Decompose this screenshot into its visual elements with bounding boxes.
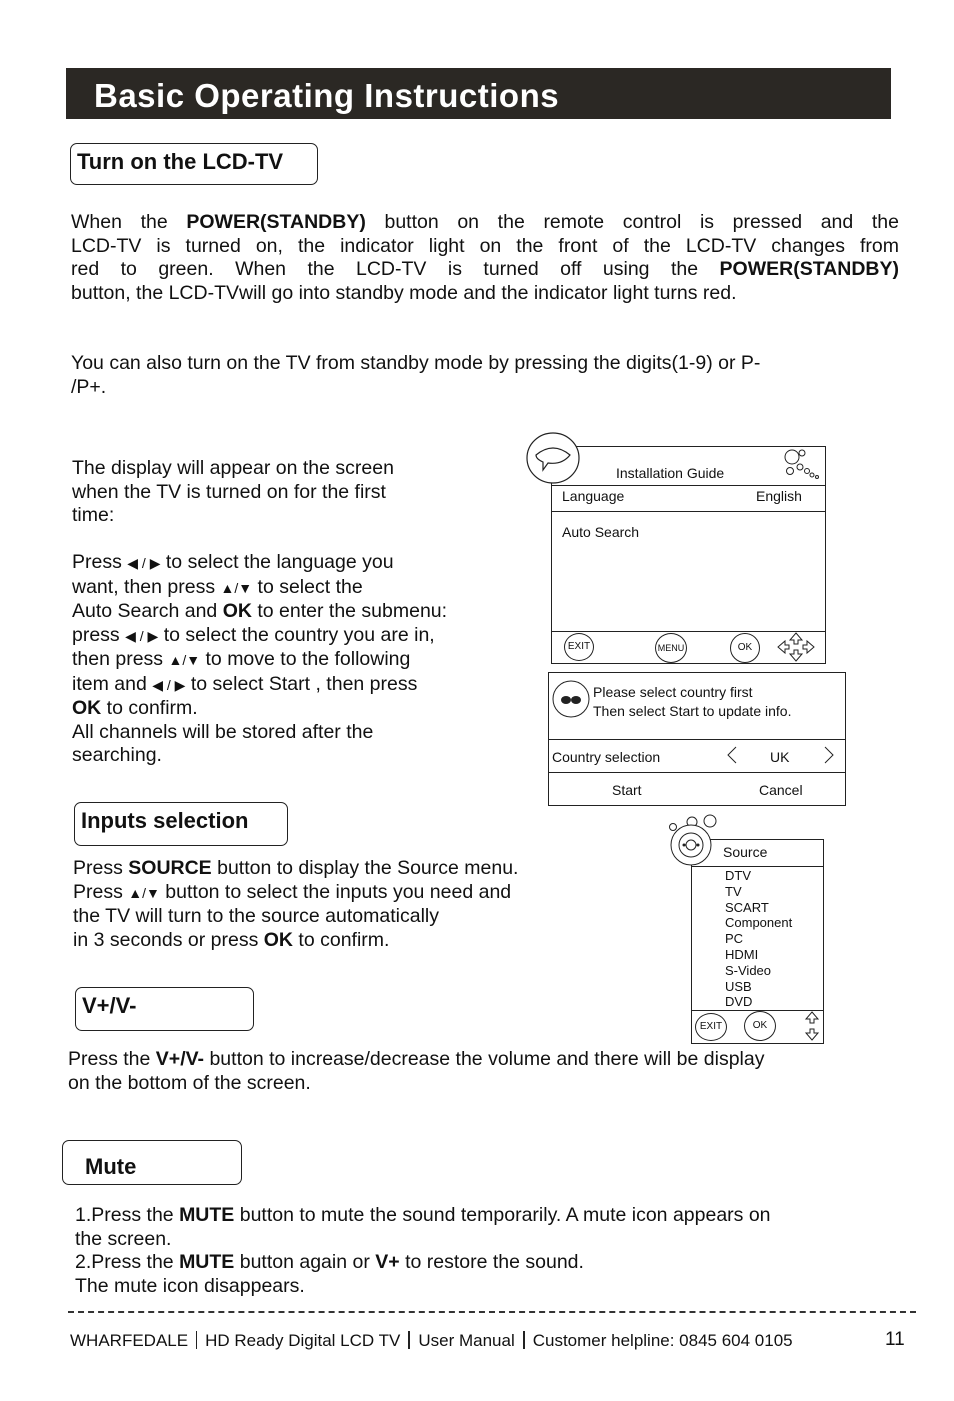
country-selection-dialog: [548, 672, 846, 806]
standby-paragraph: You can also turn on the TV from standby mode by pressing the digits(1-9) or P- /P+.: [71, 352, 761, 398]
source-item-hdmi[interactable]: HDMI: [725, 946, 759, 962]
source-item-component[interactable]: Component: [725, 915, 793, 931]
dialog-message-line2: Then select Start to update info.: [593, 703, 792, 719]
start-button[interactable]: Start: [612, 782, 642, 798]
country-value[interactable]: UK: [770, 749, 790, 765]
section-heading-text: Inputs selection: [81, 808, 249, 833]
mute-paragraph: 1.Press the MUTE button to mute the sound temporarily. A mute icon appears on the screen. 2.Press the MUTE button again or V+ to restore the sound. The mute icon disappears.: [75, 1204, 771, 1297]
inputs-paragraph: Press SOURCE button to display the Source menu. Press ▲/▼ button to select the inputs you need and the TV will turn to the source automatically in 3 seconds or press OK to confirm.: [73, 857, 519, 951]
up-down-arrows-icon: ▲/▼: [220, 579, 253, 596]
info-face-icon: [551, 679, 591, 719]
language-label: Language: [562, 488, 625, 504]
footer-brand: WHARFEDALE: [70, 1331, 189, 1350]
installation-guide-title: Installation Guide: [616, 465, 725, 481]
four-way-arrows-icon: [776, 631, 816, 663]
left-right-arrows-icon: ◀ / ▶: [125, 627, 159, 644]
section-heading-volume: [75, 987, 254, 1031]
section-heading-mute: [62, 1140, 242, 1185]
first-time-paragraph: The display will appear on the screen when the TV is turned on for the first time: Press ◀ / ▶ to select the language you want, then press ▲/▼ to select the Auto Search and OK to enter the submenu: press ◀ / ▶ to select the country you are in, then press ▲/▼ to move to the following item and ◀ / ▶ to select Start , then press OK to confirm. All channels will be stored after the searching.: [72, 457, 448, 766]
menu-button[interactable]: MENU: [655, 633, 687, 663]
left-right-arrows-icon: ◀ / ▶: [127, 555, 161, 571]
source-item-usb[interactable]: USB: [725, 978, 752, 994]
source-item-dvd[interactable]: DVD: [725, 994, 753, 1010]
chevron-right-icon[interactable]: [823, 746, 835, 764]
auto-search-item[interactable]: Auto Search: [562, 524, 640, 540]
source-menu-screen: [665, 812, 825, 1046]
section-heading-turn-on: [70, 143, 318, 185]
source-item-s-video[interactable]: S-Video: [725, 962, 772, 978]
source-item-dtv[interactable]: DTV: [725, 868, 751, 883]
dialog-message-line1: Please select country first: [593, 684, 753, 700]
source-item-scart[interactable]: SCART: [725, 899, 769, 915]
section-heading-text: V+/V-: [82, 993, 137, 1018]
exit-button[interactable]: EXIT: [695, 1013, 727, 1041]
country-selection-label: Country selection: [552, 749, 661, 765]
footer-helpline: Customer helpline: 0845 604 0105: [532, 1331, 793, 1350]
ok-button[interactable]: OK: [730, 633, 760, 663]
footer: [70, 1331, 793, 1351]
page-title: Basic Operating Instructions: [94, 77, 560, 114]
left-right-arrows-icon: ◀ / ▶: [152, 676, 186, 693]
up-down-arrow-icon: [804, 1011, 820, 1041]
chevron-left-icon[interactable]: [726, 746, 738, 764]
exit-button[interactable]: EXIT: [564, 633, 594, 661]
footer-doc: User Manual: [418, 1331, 515, 1350]
page-banner: [66, 68, 891, 119]
source-item-pc[interactable]: PC: [725, 931, 744, 947]
speech-bubble-icon: [526, 431, 582, 487]
bubbles-icon: [780, 447, 826, 481]
source-menu-title: Source: [723, 844, 768, 860]
source-item-tv[interactable]: TV: [725, 883, 742, 899]
section-heading-text: Mute: [85, 1154, 137, 1179]
source-input-icon: [665, 812, 725, 870]
section-heading-inputs: [74, 802, 288, 846]
footer-divider: [68, 1311, 916, 1313]
section-heading-text: Turn on the LCD-TV: [77, 149, 284, 174]
page-number: 11: [885, 1329, 905, 1350]
ok-button[interactable]: OK: [744, 1011, 776, 1041]
footer-product: HD Ready Digital LCD TV: [205, 1331, 401, 1350]
volume-paragraph: Press the V+/V- button to increase/decrease the volume and there will be display on the bottom of the screen.: [68, 1048, 765, 1094]
up-down-arrows-icon: ▲/▼: [168, 652, 201, 668]
turn-on-paragraph: When the POWER(STANDBY) button on the remote control is pressed and the LCD-TV is turned on, the indicator light on the front of the LCD-TV changes from red to green. When the LCD-TV is turned off using the POWER(STANDBY) button, the LCD-TVwill go into standby mode and the indicator light turns red.: [71, 211, 900, 304]
up-down-arrows-icon: ▲/▼: [128, 884, 160, 901]
installation-guide-screen: [526, 431, 828, 665]
source-list: [725, 868, 792, 1010]
cancel-button[interactable]: Cancel: [759, 782, 803, 798]
language-value[interactable]: English: [756, 488, 802, 504]
